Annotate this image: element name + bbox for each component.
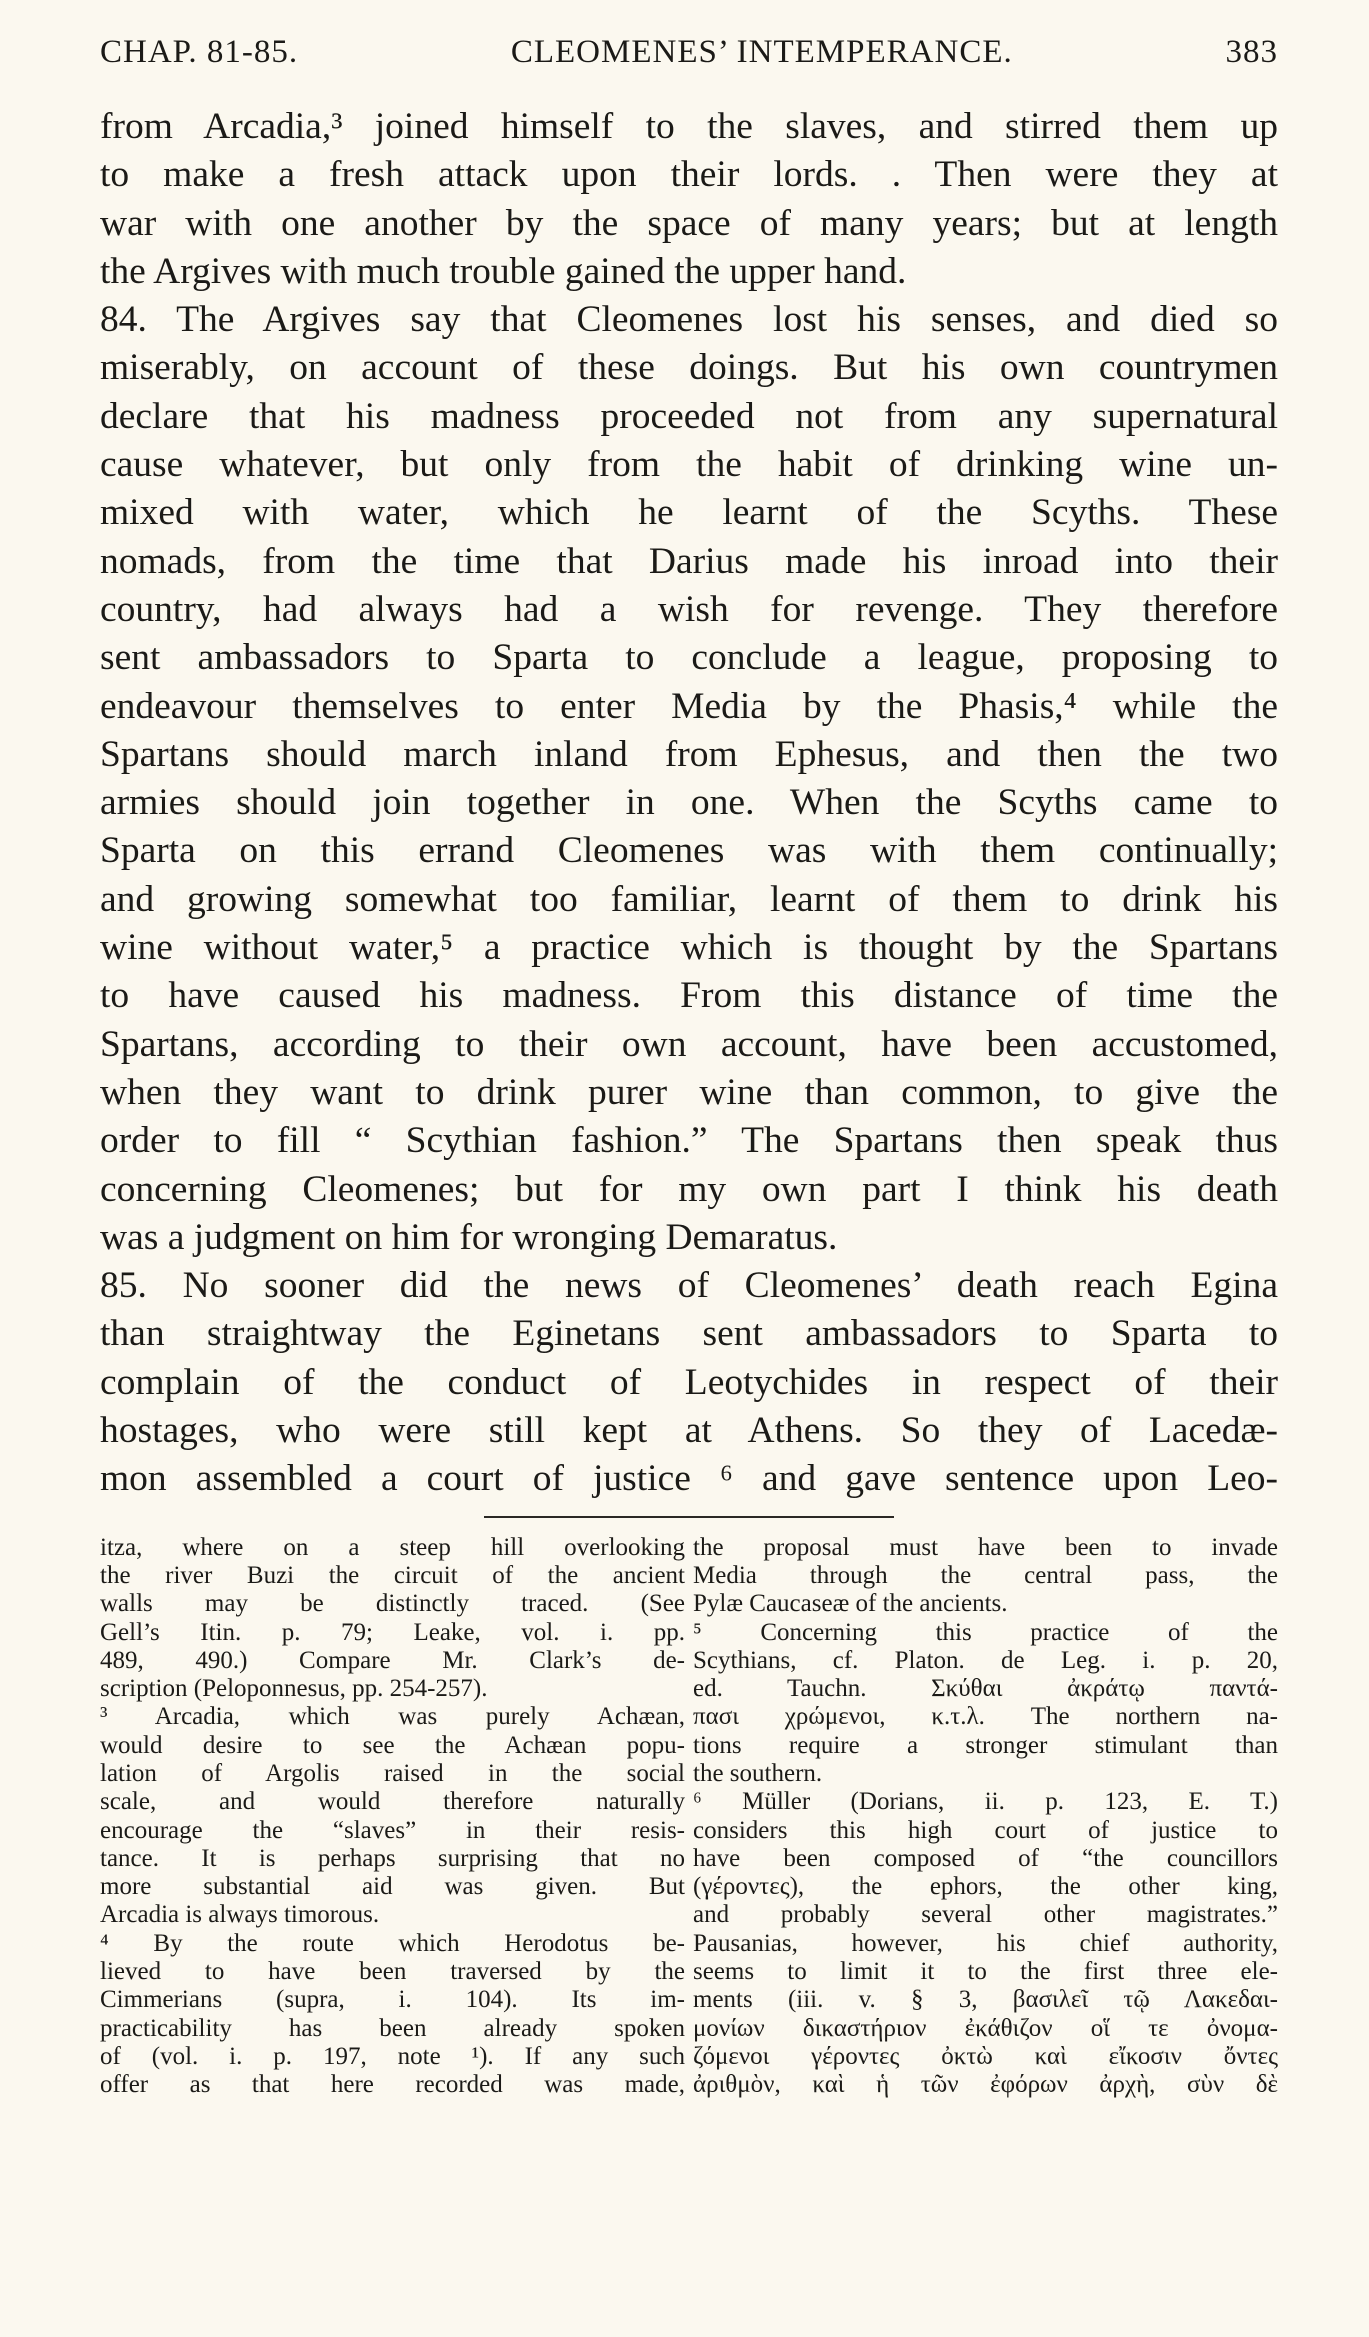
- text-line: mixed with water, which he learnt of the Scyths. These: [100, 492, 1278, 534]
- footnote-line: πασι χρώμενοι, κ.τ.λ. The northern na-: [693, 1703, 1278, 1731]
- running-header: [100, 34, 1278, 71]
- text-line: to have caused his madness. From this distance of time the: [100, 975, 1278, 1017]
- text-line: wine without water,⁵ a practice which is thought by the Spartans: [100, 927, 1278, 969]
- text-line: mon assembled a court of justice ⁶ and gave sentence upon Leo-: [100, 1458, 1278, 1500]
- text-line: than straightway the Eginetans sent ambassadors to Sparta to: [100, 1313, 1278, 1355]
- text-line: war with one another by the space of many years; but at length: [100, 202, 1278, 244]
- footnote-line: Cimmerians (supra, i. 104). Its im-: [100, 1986, 685, 2014]
- text-line: country, had always had a wish for revenge. They therefore: [100, 588, 1278, 630]
- footnote-line: more substantial aid was given. But: [100, 1873, 685, 1901]
- footnote-line: scription (Peloponnesus, pp. 254-257).: [100, 1675, 488, 1703]
- footnote-line: Scythians, cf. Platon. de Leg. i. p. 20,: [693, 1646, 1278, 1674]
- footnote-line: of (vol. i. p. 197, note ¹). If any such: [100, 2042, 685, 2070]
- text-line: and growing somewhat too familiar, learnt of them to drink his: [100, 878, 1278, 920]
- text-line: 85. No sooner did the news of Cleomenes’ death reach Egina: [100, 1265, 1278, 1307]
- footnote-line: μονίων δικαστήριον ἐκάθιζον οἵ τε ὀνομα-: [693, 2014, 1278, 2042]
- footnote-line: ⁵ Concerning this practice of the: [693, 1618, 1278, 1646]
- footnote-line: Gell’s Itin. p. 79; Leake, vol. i. pp.: [100, 1618, 685, 1646]
- running-title: CLEOMENES’ INTEMPERANCE.: [510, 34, 1013, 70]
- text-line: cause whatever, but only from the habit of drinking wine un-: [100, 444, 1278, 486]
- footnote-line: lation of Argolis raised in the social: [100, 1759, 685, 1787]
- footnote-line: the river Buzi the circuit of the ancient: [100, 1561, 685, 1589]
- footnote-line: itza, where on a steep hill overlooking: [100, 1533, 685, 1561]
- footnote-line: ed. Tauchn. Σκύθαι ἀκράτῳ παντά-: [693, 1675, 1278, 1703]
- footnote-line: considers this high court of justice to: [693, 1816, 1278, 1844]
- footnote-line: would desire to see the Achæan popu-: [100, 1731, 685, 1759]
- footnote-line: walls may be distinctly traced. (See: [100, 1590, 685, 1618]
- footnote-line: scale, and would therefore naturally: [100, 1788, 685, 1816]
- footnote-line: seems to limit it to the first three ele-: [693, 1958, 1278, 1986]
- text-line: when they want to drink purer wine than common, to give the: [100, 1071, 1278, 1113]
- text-line: armies should join together in one. When the Scyths came to: [100, 782, 1278, 824]
- text-line: endeavour themselves to enter Media by the Phasis,⁴ while the: [100, 685, 1278, 727]
- text-line: Spartans, according to their own account, have been accustomed,: [100, 1023, 1278, 1065]
- text-line: nomads, from the time that Darius made his inroad into their: [100, 540, 1278, 582]
- main-text: [100, 103, 1278, 1504]
- footnote-line: ζόμενοι γέροντες ὀκτὼ καὶ εἴκοσιν ὄντες: [693, 2042, 1278, 2070]
- text-line: 84. The Argives say that Cleomenes lost his senses, and died so: [100, 299, 1278, 341]
- footnote-line: ments (iii. v. § 3, βασιλεῖ τῷ Λακεδαι-: [693, 1986, 1278, 2014]
- text-line: Sparta on this errand Cleomenes was with them continually;: [100, 830, 1278, 872]
- text-line: the Argives with much trouble gained the upper hand.: [100, 250, 907, 292]
- footnote-line: Pausanias, however, his chief authority,: [693, 1929, 1278, 1957]
- footnote-line: ἀριθμὸν, καὶ ἡ τῶν ἐφόρων ἀρχὴ, σὺν δὲ: [693, 2071, 1278, 2099]
- text-line: concerning Cleomenes; but for my own part I think his death: [100, 1168, 1278, 1210]
- text-line: miserably, on account of these doings. But his own countrymen: [100, 347, 1278, 389]
- footnote-line: lieved to have been traversed by the: [100, 1958, 685, 1986]
- footnotes-right-column: [693, 1534, 1278, 2100]
- footnote-line: tance. It is perhaps surprising that no: [100, 1844, 685, 1872]
- footnote-divider: [484, 1516, 894, 1518]
- text-line: from Arcadia,³ joined himself to the slaves, and stirred them up: [100, 106, 1278, 147]
- text-line: to make a fresh attack upon their lords. . Then were they at: [100, 154, 1278, 196]
- footnote-line: tions require a stronger stimulant than: [693, 1731, 1278, 1759]
- footnote-line: ⁶ Müller (Dorians, ii. p. 123, E. T.): [693, 1788, 1278, 1816]
- footnote-line: offer as that here recorded was made,: [100, 2071, 685, 2099]
- footnote-line: Arcadia is always timorous.: [100, 1901, 380, 1929]
- footnote-line: have been composed of “the councillors: [693, 1844, 1278, 1872]
- text-line: Spartans should march inland from Ephesus, and then the two: [100, 733, 1278, 775]
- footnote-line: practicability has been already spoken: [100, 2014, 685, 2042]
- footnote-line: ⁴ By the route which Herodotus be-: [100, 1929, 685, 1957]
- footnote-line: the southern.: [693, 1759, 823, 1787]
- text-line: sent ambassadors to Sparta to conclude a league, proposing to: [100, 637, 1278, 679]
- book-page: [100, 34, 1278, 2100]
- text-line: order to fill “ Scythian fashion.” The Spartans then speak thus: [100, 1120, 1278, 1162]
- footnote-line: ³ Arcadia, which was purely Achæan,: [100, 1703, 685, 1731]
- footnote-line: the proposal must have been to invade: [693, 1533, 1278, 1561]
- footnote-line: Pylæ Caucaseæ of the ancients.: [693, 1590, 1008, 1618]
- footnote-line: (γέροντες), the ephors, the other king,: [693, 1873, 1278, 1901]
- footnote-line: 489, 490.) Compare Mr. Clark’s de-: [100, 1646, 685, 1674]
- text-line: declare that his madness proceeded not from any supernatural: [100, 395, 1278, 437]
- page-number: 383: [1225, 34, 1278, 70]
- text-line: complain of the conduct of Leotychides in respect of their: [100, 1361, 1278, 1403]
- footnote-line: and probably several other magistrates.”: [693, 1901, 1278, 1929]
- footnote-line: encourage the “slaves” in their resis-: [100, 1816, 685, 1844]
- text-line: was a judgment on him for wronging Demaratus.: [100, 1216, 838, 1258]
- chapter-range: CHAP. 81-85.: [100, 34, 299, 70]
- text-line: hostages, who were still kept at Athens. So they of Lacedæ-: [100, 1410, 1278, 1452]
- footnote-line: Media through the central pass, the: [693, 1561, 1278, 1589]
- footnotes-left-column: [100, 1534, 685, 2100]
- footnotes: [100, 1534, 1278, 2100]
